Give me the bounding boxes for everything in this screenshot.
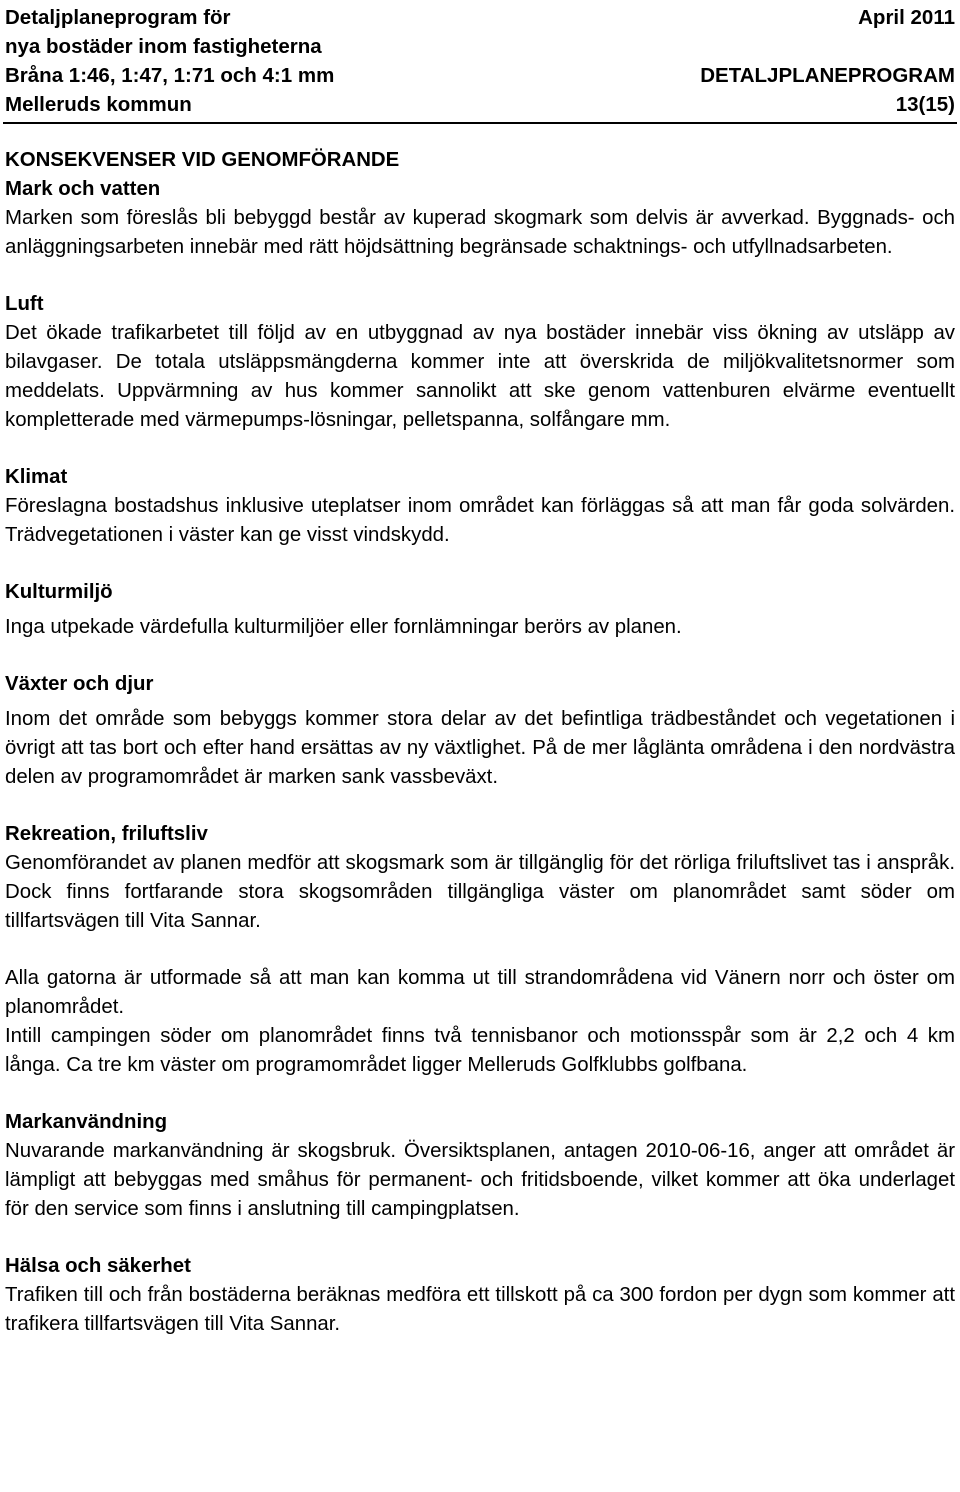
section-klimat [5, 463, 955, 550]
section-title: Kulturmiljö [5, 581, 113, 603]
header-doc-type: DETALJPLANEPROGRAM [700, 64, 955, 87]
section-title: Hälsa och säkerhet [5, 1255, 191, 1277]
section-text: Nuvarande markanvändning är skogsbruk. Översiktsplanen, antagen 2010-06-16, anger att området är lämpligt att bebyggas med småhus för permanent- och fritidsboende, vilket kommer att öka underlaget för den service som finns i anslutning till campingplatsen. [5, 1140, 955, 1220]
section-text: Inga utpekade värdefulla kulturmiljöer eller fornlämningar berörs av planen. [5, 616, 682, 638]
section-text: Marken som föreslås bli bebyggd består av kuperad skogmark som delvis är avverkad. Byggnads- och anläggningsarbeten innebär med rätt höjdsättning begränsade schaktnings- och utfyllnadsarbeten. [5, 207, 955, 258]
section-title: Rekreation, friluftsliv [5, 823, 208, 845]
section-mark-och-vatten [5, 175, 955, 262]
section-paragraph: Genomförandet av planen medför att skogsmark som är tillgänglig för det rörliga friluftslivet tas i anspråk. Dock finns fortfarande stora skogsområden tillgängliga väster om planområdet samt söder om tillfartsvägen till Vita Sannar. [5, 852, 955, 932]
header-doc-title-line-1: Detaljplaneprogram för [5, 6, 231, 29]
section-title: Mark och vatten [5, 178, 161, 200]
section-text: Inom det område som bebyggs kommer stora delar av det befintliga trädbeståndet och vegetationen i övrigt att tas bort och efter hand ersättas av ny växtlighet. På de mer låglänta områdena i den nordvästra delen av programområdet är marken sank vassbeväxt. [5, 708, 955, 788]
section-kulturmiljo [5, 578, 955, 642]
section-title: Växter och djur [5, 673, 154, 695]
main-title: KONSEKVENSER VID GENOMFÖRANDE [5, 149, 400, 171]
header-doc-title-line-3: Bråna 1:46, 1:47, 1:71 och 4:1 mm [5, 64, 335, 87]
header-doc-title-line-2: nya bostäder inom fastigheterna [5, 35, 322, 58]
section-title: Markanvändning [5, 1111, 168, 1133]
section-paragraph: Alla gatorna är utformade så att man kan komma ut till strandområdena vid Vänern norr och öster om planområdet. [5, 967, 955, 1018]
page-header [5, 3, 955, 119]
section-text: Föreslagna bostadshus inklusive uteplatser inom området kan förläggas så att man får goda solvärden. Trädvegetationen i väster kan ge visst vindskydd. [5, 495, 955, 546]
section-title: Luft [5, 293, 44, 315]
section-text: Det ökade trafikarbetet till följd av en utbyggnad av nya bostäder innebär viss ökning av utsläpp av bilavgaser. De totala utsläppsmängderna kommer inte att överskrida de miljökvalitetsnormer som meddelats. Uppvärmning av hus kommer sannolikt att ske genom vattenburen elvärme eventuellt kompletterade med värmepumps-lösningar, pelletspanna, solfångare mm. [5, 322, 955, 431]
section-text: Trafiken till och från bostäderna beräknas medföra ett tillskott på ca 300 fordon per dygn som kommer att trafikera tillfartsvägen till Vita Sannar. [5, 1284, 955, 1335]
section-markanvandning [5, 1108, 955, 1224]
header-divider [3, 122, 957, 124]
section-vaxter-och-djur [5, 670, 955, 792]
header-page-number: 13(15) [895, 93, 955, 116]
section-rekreation-friluftsliv [5, 820, 955, 1080]
header-municipality: Melleruds kommun [5, 93, 192, 116]
section-halsa-och-sakerhet [5, 1252, 955, 1339]
section-title: Klimat [5, 466, 68, 488]
section-paragraph: Intill campingen söder om planområdet finns två tennisbanor och motionsspår som är 2,2 och 4 km långa. Ca tre km väster om programområdet ligger Melleruds Golfklubbs golfbana. [5, 1025, 955, 1076]
header-date: April 2011 [858, 6, 955, 29]
section-luft [5, 290, 955, 435]
document-body [5, 146, 955, 1339]
